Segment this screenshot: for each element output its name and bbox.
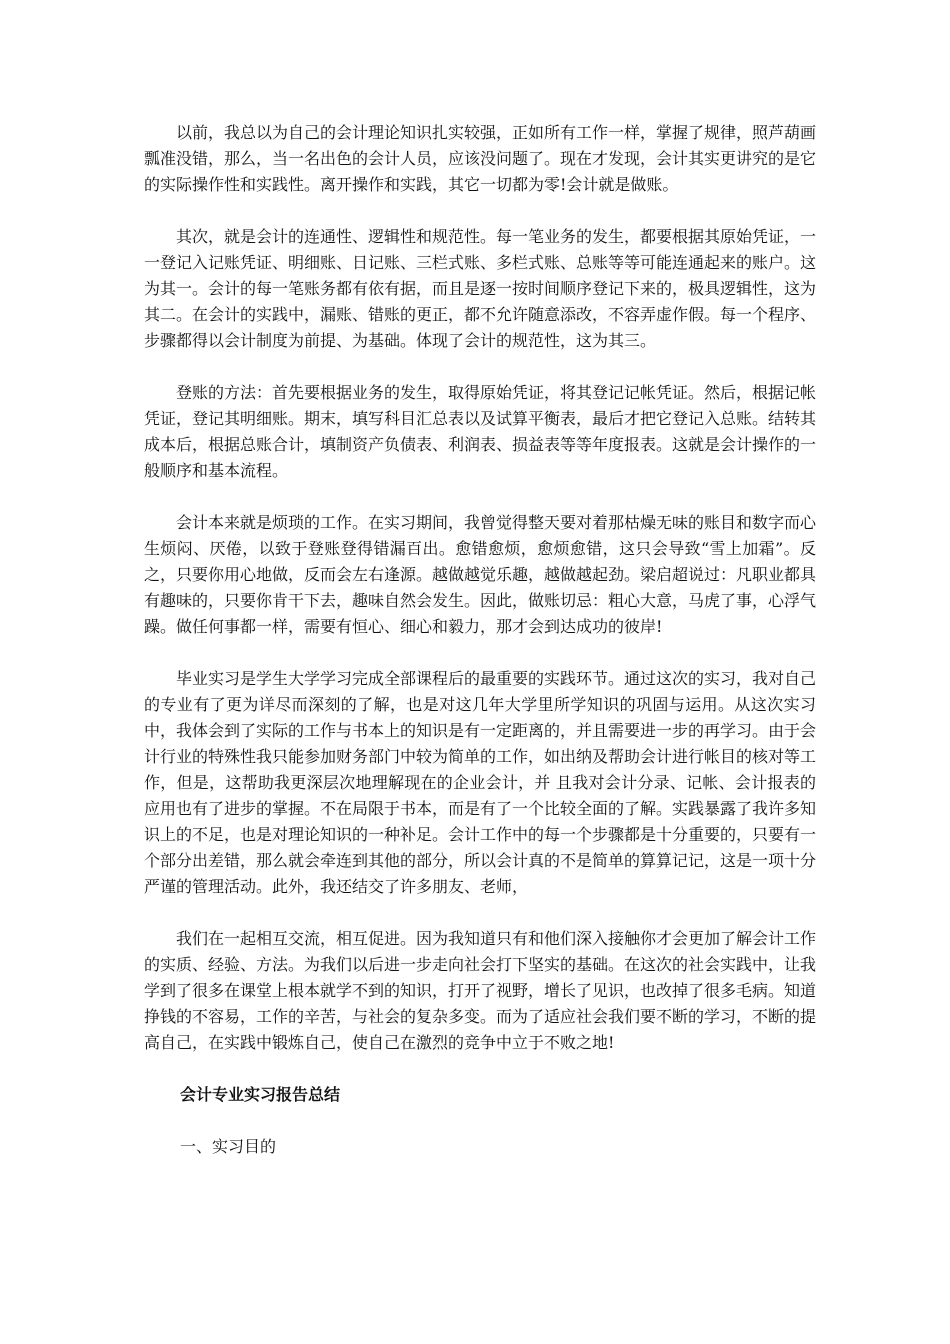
section-heading: 会计专业实习报告总结 — [180, 1085, 341, 1104]
paragraph-1: 以前，我总以为自己的会计理论知识扎实较强，正如所有工作一样，掌握了规律，照芦葫画瓢准没错，那么，当一名出色的会计人员，应该没问题了。现在才发现，会计其实更讲究的是它的实际操作性和实践性。离开操作和实践，其它一切都为零!会计就是做账。 — [144, 123, 817, 194]
paragraph-3: 登账的方法：首先要根据业务的发生，取得原始凭证，将其登记记帐凭证。然后，根据记帐凭证，登记其明细账。期末，填写科目汇总表以及试算平衡表，最后才把它登记入总账。结转其成本后，根据总账合计，填制资产负债表、利润表、损益表等等年度报表。这就是会计操作的一般顺序和基本流程。 — [144, 383, 817, 480]
paragraph-5: 毕业实习是学生大学学习完成全部课程后的最重要的实践环节。通过这次的实习，我对自己的专业有了更为详尽而深刻的了解，也是对这几年大学里所学知识的巩固与运用。从这次实习中，我体会到了实际的工作与书本上的知识是有一定距离的，并且需要进一步的再学习。由于会计行业的特殊性我只能参加财务部门中较为简单的工作，如出纳及帮助会计进行帐目的核对等工作，但是，这帮助我更深层次地理解现在的企业会计，并 且我对会计分录、记帐、会计报表的应用也有了进步的掌握。不在局限于书本，而是有了一个比较全面的了解。实践暴露了我许多知识上的不足，也是对理论知识的一种补足。会计工作中的每一个步骤都是十分重要的，只要有一个部分出差错，那么就会牵连到其他的部分，所以会计真的不是简单的算算记记，这是一项十分严谨的管理活动。此外，我还结交了许多朋友、老师， — [144, 669, 817, 896]
paragraph-2: 其次，就是会计的连通性、逻辑性和规范性。每一笔业务的发生，都要根据其原始凭证，一一登记入记账凭证、明细账、日记账、三栏式账、多栏式账、总账等等可能连通起来的账户。这为其一。会计的每一笔账务都有依有据，而且是逐一按时间顺序登记下来的，极具逻辑性，这为其二。在会计的实践中，漏账、错账的更正，都不允许随意添改，不容弄虚作假。每一个程序、步骤都得以会计制度为前提、为基础。体现了会计的规范性，这为其三。 — [144, 227, 817, 350]
paragraph-6: 我们在一起相互交流，相互促进。因为我知道只有和他们深入接触你才会更加了解会计工作的实质、经验、方法。为我们以后进一步走向社会打下坚实的基础。在这次的社会实践中，让我学到了很多在课堂上根本就学不到的知识，打开了视野，增长了见识，也改掉了很多毛病。知道挣钱的不容易，工作的辛苦，与社会的复杂多变。而为了适应社会我们要不断的学习，不断的提高自己，在实践中锻炼自己，使自己在激烈的竞争中立于不败之地! — [144, 929, 817, 1052]
subsection-heading: 一、实习目的 — [180, 1137, 277, 1156]
paragraph-4: 会计本来就是烦琐的工作。在实习期间，我曾觉得整天要对着那枯燥无味的账目和数字而心生烦闷、厌倦，以致于登账登得错漏百出。愈错愈烦，愈烦愈错，这只会导致“雪上加霜”。反之，只要你用心地做，反而会左右逢源。越做越觉乐趣，越做越起劲。梁启超说过：凡职业都具有趣味的，只要你肯干下去，趣味自然会发生。因此，做账切忌：粗心大意，马虎了事，心浮气躁。做任何事都一样，需要有恒心、细心和毅力，那才会到达成功的彼岸! — [144, 513, 817, 636]
document-body — [144, 120, 816, 1160]
